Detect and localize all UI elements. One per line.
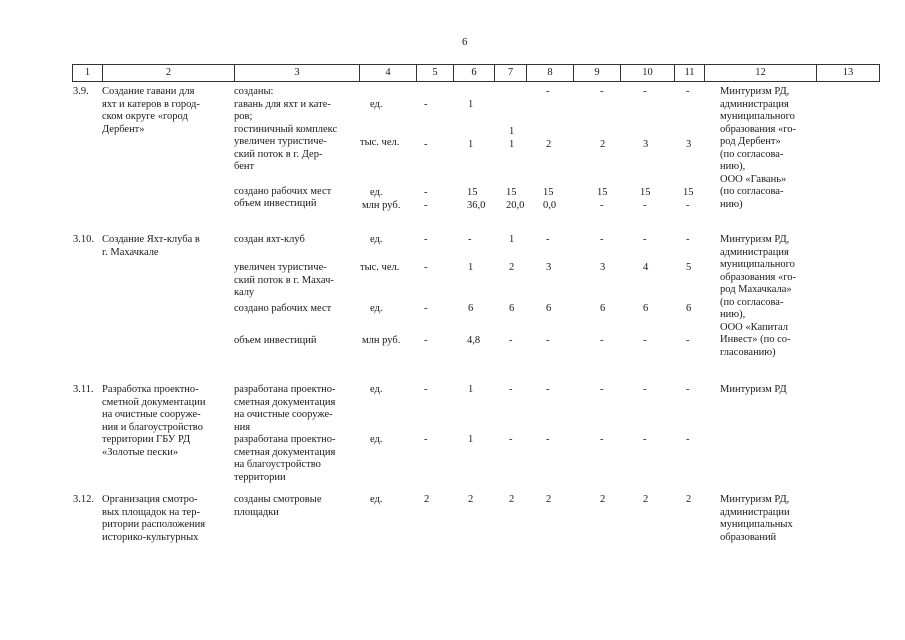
header-cell-13: 13 (816, 65, 880, 81)
value-cell: 6 (468, 303, 474, 314)
value-cell: - (424, 139, 428, 150)
value-cell: - (686, 384, 690, 395)
result-text: созданы смотровые площадки (234, 494, 322, 518)
responsible-text: Минтуризм РД, администрации муниципальных образований (720, 494, 793, 543)
value-cell: 1 (468, 139, 474, 150)
value-cell: - (509, 384, 513, 395)
measure-name: Организация смотро- вых площадок на тер- ритории расположения историко-культурных (102, 494, 206, 543)
value-cell: - (600, 335, 604, 346)
value-cell: 5 (686, 262, 692, 273)
value-cell: - (643, 434, 647, 445)
row-number: 3.12. (73, 494, 94, 505)
value-cell: - (686, 434, 690, 445)
value-cell: 3 (643, 139, 649, 150)
value-cell: 1 (468, 262, 474, 273)
value-cell: - (546, 335, 550, 346)
header-cell-2: 2 (102, 65, 234, 81)
value-cell: 15 (640, 187, 651, 198)
unit-cell: ед. (370, 384, 383, 395)
value-cell: 1 (468, 384, 474, 395)
header-cell-11: 11 (674, 65, 704, 81)
value-cell: 15 (467, 187, 478, 198)
result-text: объем инвестиций (234, 335, 317, 346)
value-cell: 6 (509, 303, 515, 314)
value-cell: - (643, 200, 647, 211)
responsible-text: Минтуризм РД, администрация муниципального образования «го- род Махачкала» (по согласова- нию), ООО «Капитал Инвест» (по со- гласованию) (720, 234, 797, 358)
value-cell: - (424, 434, 428, 445)
header-cell-7: 7 (494, 65, 526, 81)
value-cell: - (424, 303, 428, 314)
header-cell-12: 12 (704, 65, 816, 81)
value-cell: 2 (424, 494, 430, 505)
value-cell: - (686, 234, 690, 245)
value-cell: 36,0 (467, 200, 486, 211)
result-text: созданы: гавань для яхт и кате- ров; гостиничный комплекс увеличен туристиче- ский поток в г. Дер- бент создано рабочих мест объем инвестиций (234, 86, 338, 209)
value-cell: - (600, 200, 604, 211)
value-cell: - (424, 99, 428, 110)
value-cell: - (509, 335, 513, 346)
value-cell: 3 (546, 262, 552, 273)
value-cell: 2 (600, 139, 606, 150)
value-cell: 1 (468, 99, 474, 110)
value-cell: 1 (468, 434, 474, 445)
value-cell: 2 (509, 494, 515, 505)
value-cell: 2 (509, 262, 515, 273)
row-number: 3.11. (73, 384, 94, 395)
value-cell: 6 (686, 303, 692, 314)
value-cell: 1 (509, 234, 515, 245)
unit-cell: ед. (370, 187, 383, 198)
value-cell: - (643, 335, 647, 346)
value-cell: - (424, 187, 428, 198)
value-cell: 2 (600, 494, 606, 505)
measures-table (72, 64, 880, 543)
header-cell-4: 4 (359, 65, 416, 81)
responsible-text: Минтуризм РД, администрация муниципального образования «го- род Дербент» (по согласова- нию), ООО «Гавань» (по согласова- нию) (720, 86, 797, 210)
measure-name: Создание Яхт-клуба в г. Махачкале (102, 234, 200, 258)
header-cell-8: 8 (526, 65, 573, 81)
value-cell: 2 (643, 494, 649, 505)
value-cell: 3 (600, 262, 606, 273)
value-cell: - (424, 200, 428, 211)
value-cell: - (686, 335, 690, 346)
value-cell: 6 (600, 303, 606, 314)
value-cell: 2 (686, 494, 692, 505)
value-cell: - (546, 86, 550, 97)
value-cell: - (643, 384, 647, 395)
header-cell-5: 5 (416, 65, 453, 81)
value-cell: - (424, 262, 428, 273)
value-cell: 15 (683, 187, 694, 198)
value-cell: 2 (546, 494, 552, 505)
result-text: разработана проектно- сметная документация на очистные сооруже- ния разработана проектно- сметная документация на благоустройство территории (234, 384, 336, 483)
value-cell: - (546, 234, 550, 245)
page-number: 6 (462, 36, 468, 48)
value-cell: 2 (546, 139, 552, 150)
value-cell: 2 (468, 494, 474, 505)
value-cell: - (424, 335, 428, 346)
unit-cell: ед. (370, 99, 383, 110)
measure-name: Создание гавани для яхт и катеров в город- ском округе «город Дербент» (102, 86, 200, 135)
value-cell: 1 (509, 126, 515, 137)
value-cell: - (686, 86, 690, 97)
result-text: создан яхт-клуб (234, 234, 305, 245)
measure-name: Разработка проектно- сметной документации на очистные сооруже- ния и благоустройство территории ГБУ РД «Золотые пески» (102, 384, 206, 458)
unit-cell: млн руб. (362, 200, 401, 211)
value-cell: 4,8 (467, 335, 481, 346)
value-cell: 6 (546, 303, 552, 314)
header-cell-1: 1 (72, 65, 102, 81)
value-cell: 15 (543, 187, 554, 198)
row-number: 3.10. (73, 234, 94, 245)
value-cell: 4 (643, 262, 649, 273)
value-cell: 0,0 (543, 200, 557, 211)
header-cell-3: 3 (234, 65, 359, 81)
unit-cell: млн руб. (362, 335, 401, 346)
unit-cell: ед. (370, 234, 383, 245)
value-cell: - (600, 86, 604, 97)
header-cell-10: 10 (620, 65, 674, 81)
header-cell-9: 9 (573, 65, 620, 81)
result-text: увеличен туристиче- ский поток в г. Махач- калу (234, 262, 334, 298)
responsible-text: Минтуризм РД (720, 384, 787, 395)
value-cell: - (546, 384, 550, 395)
value-cell: - (643, 234, 647, 245)
unit-cell: ед. (370, 494, 383, 505)
value-cell: 3 (686, 139, 692, 150)
value-cell: - (424, 384, 428, 395)
unit-cell: ед. (370, 303, 383, 314)
value-cell: - (600, 434, 604, 445)
value-cell: - (686, 200, 690, 211)
value-cell: 20,0 (506, 200, 525, 211)
header-cell-6: 6 (453, 65, 494, 81)
value-cell: - (643, 86, 647, 97)
value-cell: - (546, 434, 550, 445)
value-cell: - (600, 234, 604, 245)
value-cell: - (468, 234, 472, 245)
unit-cell: ед. (370, 434, 383, 445)
unit-cell: тыс. чел. (360, 262, 400, 273)
value-cell: - (600, 384, 604, 395)
row-number: 3.9. (73, 86, 89, 97)
value-cell: - (424, 234, 428, 245)
value-cell: 15 (506, 187, 517, 198)
table-header-row (72, 64, 880, 82)
value-cell: 6 (643, 303, 649, 314)
value-cell: - (509, 434, 513, 445)
value-cell: 15 (597, 187, 608, 198)
result-text: создано рабочих мест (234, 303, 332, 314)
value-cell: 1 (509, 139, 515, 150)
unit-cell: тыс. чел. (360, 137, 400, 148)
